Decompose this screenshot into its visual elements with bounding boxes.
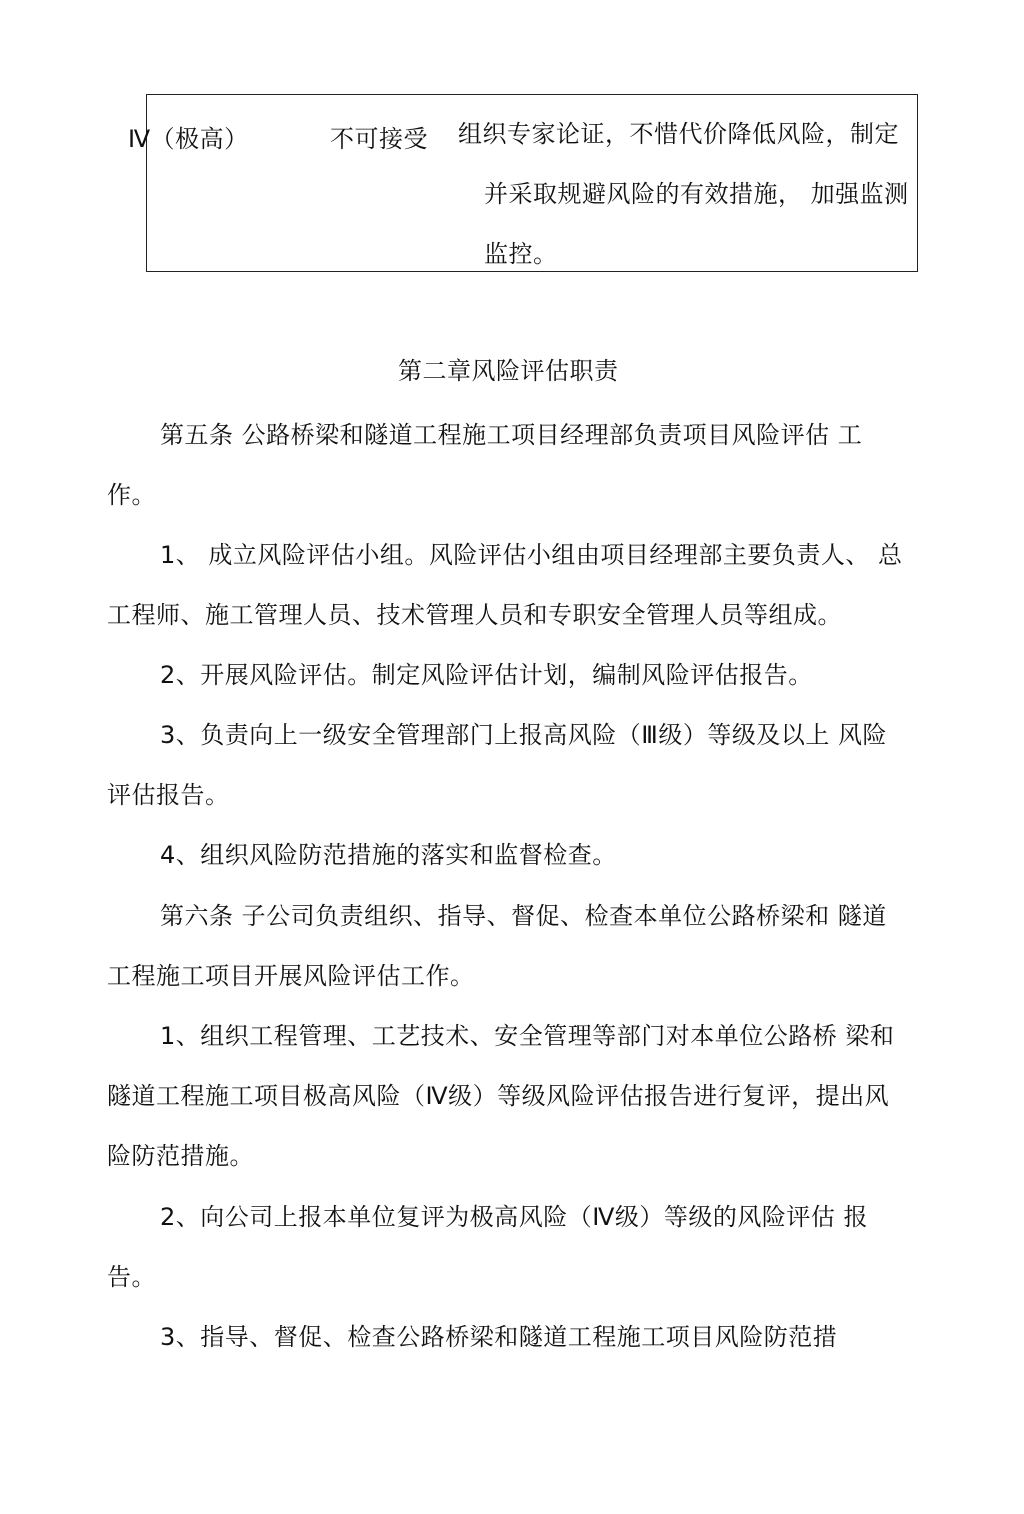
- article-6-item-1-line-1: 1、组织工程管理、工艺技术、安全管理等部门对本单位公路桥 梁和: [160, 1022, 895, 1050]
- risk-measures-line-1: 组织专家论证，不惜代价降低风险，制定: [458, 120, 899, 148]
- article-5-item-2: 2、开展风险评估。制定风险评估计划，编制风险评估报告。: [160, 661, 813, 689]
- article-5-item-1-line-1: 1、 成立风险评估小组。风险评估小组由项目经理部主要负责人、 总: [160, 541, 903, 569]
- risk-acceptability-cell: 不可接受: [330, 125, 428, 153]
- article-6-item-2-line-1: 2、向公司上报本单位复评为极高风险（Ⅳ级）等级的风险评估 报: [160, 1203, 869, 1231]
- article-6-line-2: 工程施工项目开展风险评估工作。: [107, 962, 475, 990]
- article-6-item-1-line-2: 隧道工程施工项目极高风险（Ⅳ级）等级风险评估报告进行复评，提出风: [107, 1082, 890, 1110]
- article-5-item-3-line-1: 3、负责向上一级安全管理部门上报高风险（Ⅲ级）等级及以上 风险: [160, 721, 887, 749]
- article-5-item-4: 4、组织风险防范措施的落实和监督检查。: [160, 841, 617, 869]
- article-6-line-1: 第六条 子公司负责组织、指导、督促、检查本单位公路桥梁和 隧道: [160, 902, 887, 930]
- risk-measures-line-2: 并采取规避风险的有效措施， 加强监测: [484, 180, 909, 208]
- article-6-item-1-line-3: 险防范措施。: [107, 1142, 254, 1170]
- article-5-item-1-line-2: 工程师、施工管理人员、技术管理人员和专职安全管理人员等组成。: [107, 601, 842, 629]
- article-5-line-2: 作。: [107, 481, 156, 509]
- article-6-item-2-line-2: 告。: [107, 1263, 156, 1291]
- article-6-item-3-line-1: 3、指导、督促、检查公路桥梁和隧道工程施工项目风险防范措: [160, 1323, 838, 1351]
- risk-measures-line-3: 监控。: [484, 240, 558, 268]
- chapter-title: 第二章风险评估职责: [398, 357, 619, 385]
- risk-level-cell: Ⅳ（极高）: [128, 125, 249, 153]
- article-5-line-1: 第五条 公路桥梁和隧道工程施工项目经理部负责项目风险评估 工: [160, 421, 863, 449]
- article-5-item-3-line-2: 评估报告。: [107, 781, 230, 809]
